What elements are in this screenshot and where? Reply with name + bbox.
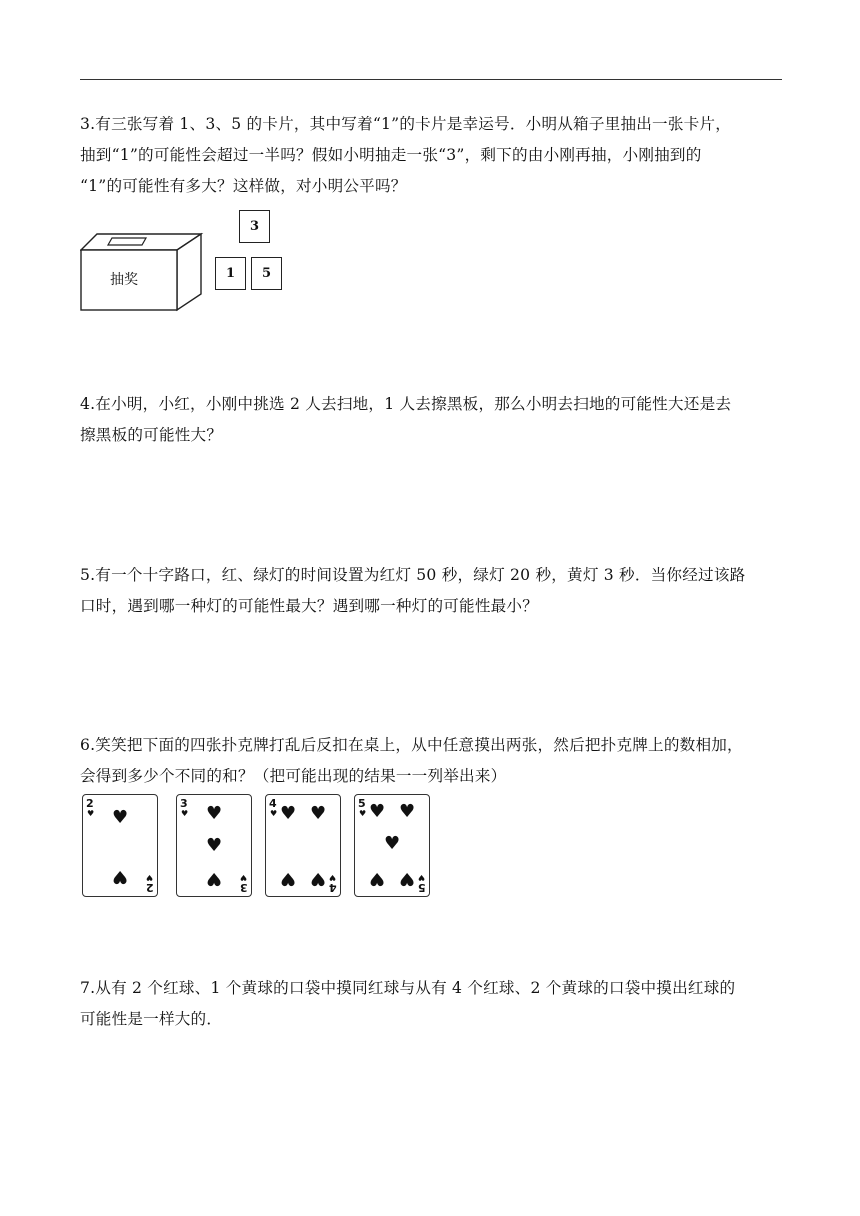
heart-icon: ♥ [206, 803, 223, 824]
question-5 [80, 560, 786, 622]
question-line: “1”的可能性有多大？这样做，对小明公平吗？ [80, 177, 407, 195]
card-rank: 2 [146, 881, 154, 894]
question-line: 抽到“1”的可能性会超过一半吗？假如小明抽走一张“3”，剩下的由小刚再抽，小刚抽到的 [80, 146, 702, 164]
question-line: 5.有一个十字路口，红、绿灯的时间设置为红灯 50 秒，绿灯 20 秒，黄灯 3 秒．当你经过该路 [80, 566, 746, 584]
question-4 [80, 389, 786, 451]
lottery-box-icon [80, 232, 204, 312]
lottery-box-label: 抽奖 [110, 272, 138, 288]
card-rank: 5 [358, 797, 366, 810]
heart-icon: ♥ [280, 803, 297, 824]
heart-icon: ♥ [384, 833, 401, 854]
question-line: 口时，遇到哪一种灯的可能性最大？遇到哪一种灯的可能性最小？ [80, 597, 539, 615]
heart-icon: ♥ [310, 803, 327, 824]
question-line: 可能性是一样大的． [80, 1010, 223, 1028]
card-rank: 5 [418, 881, 426, 894]
number-card: 1 [215, 257, 246, 290]
playing-cards [80, 794, 440, 900]
card-rank: 2 [86, 797, 94, 810]
heart-icon: ♥ [369, 868, 386, 889]
question-7 [80, 973, 786, 1035]
question-line: 擦黑板的可能性大？ [80, 426, 223, 444]
heart-icon: ♥ [112, 866, 129, 887]
question-line: 会得到多少个不同的和？（把可能出现的结果一一列举出来） [80, 767, 507, 785]
heart-icon: ♥ [87, 809, 95, 818]
card-rank: 4 [269, 797, 277, 810]
heart-icon: ♥ [239, 873, 247, 882]
card-rank: 3 [180, 797, 188, 810]
heart-icon: ♥ [310, 868, 327, 889]
heart-icon: ♥ [417, 873, 425, 882]
heart-icon: ♥ [399, 868, 416, 889]
question-line: 4.在小明，小红，小刚中挑选 2 人去扫地，1 人去擦黑板，那么小明去扫地的可能性大还是去 [80, 395, 732, 413]
heart-icon: ♥ [328, 873, 336, 882]
playing-card [176, 794, 252, 897]
heart-icon: ♥ [145, 873, 153, 882]
heart-icon: ♥ [369, 801, 386, 822]
heart-icon: ♥ [399, 801, 416, 822]
question-3 [80, 109, 786, 202]
question-line: 7.从有 2 个红球、1 个黄球的口袋中摸同红球与从有 4 个红球、2 个黄球的口袋中摸出红球的 [80, 979, 736, 997]
card-rank: 3 [240, 881, 248, 894]
card-rank: 4 [329, 881, 337, 894]
lottery-box-figure [80, 232, 204, 316]
heart-icon: ♥ [206, 835, 223, 856]
playing-card [82, 794, 158, 897]
question-line: 6.笑笑把下面的四张扑克牌打乱后反扣在桌上，从中任意摸出两张，然后把扑克牌上的数相加， [80, 736, 743, 754]
heart-icon: ♥ [112, 807, 129, 828]
heart-icon: ♥ [280, 868, 297, 889]
heart-icon: ♥ [206, 868, 223, 889]
header-rule [80, 79, 782, 80]
heart-icon: ♥ [181, 809, 189, 818]
question-6 [80, 730, 786, 792]
question-line: 3.有三张写着 1、3、5 的卡片，其中写着“1”的卡片是幸运号．小明从箱子里抽出一张卡片， [80, 115, 731, 133]
heart-icon: ♥ [270, 809, 278, 818]
number-card: 3 [239, 210, 270, 243]
playing-card [354, 794, 430, 897]
number-card: 5 [251, 257, 282, 290]
heart-icon: ♥ [359, 809, 367, 818]
playing-card [265, 794, 341, 897]
